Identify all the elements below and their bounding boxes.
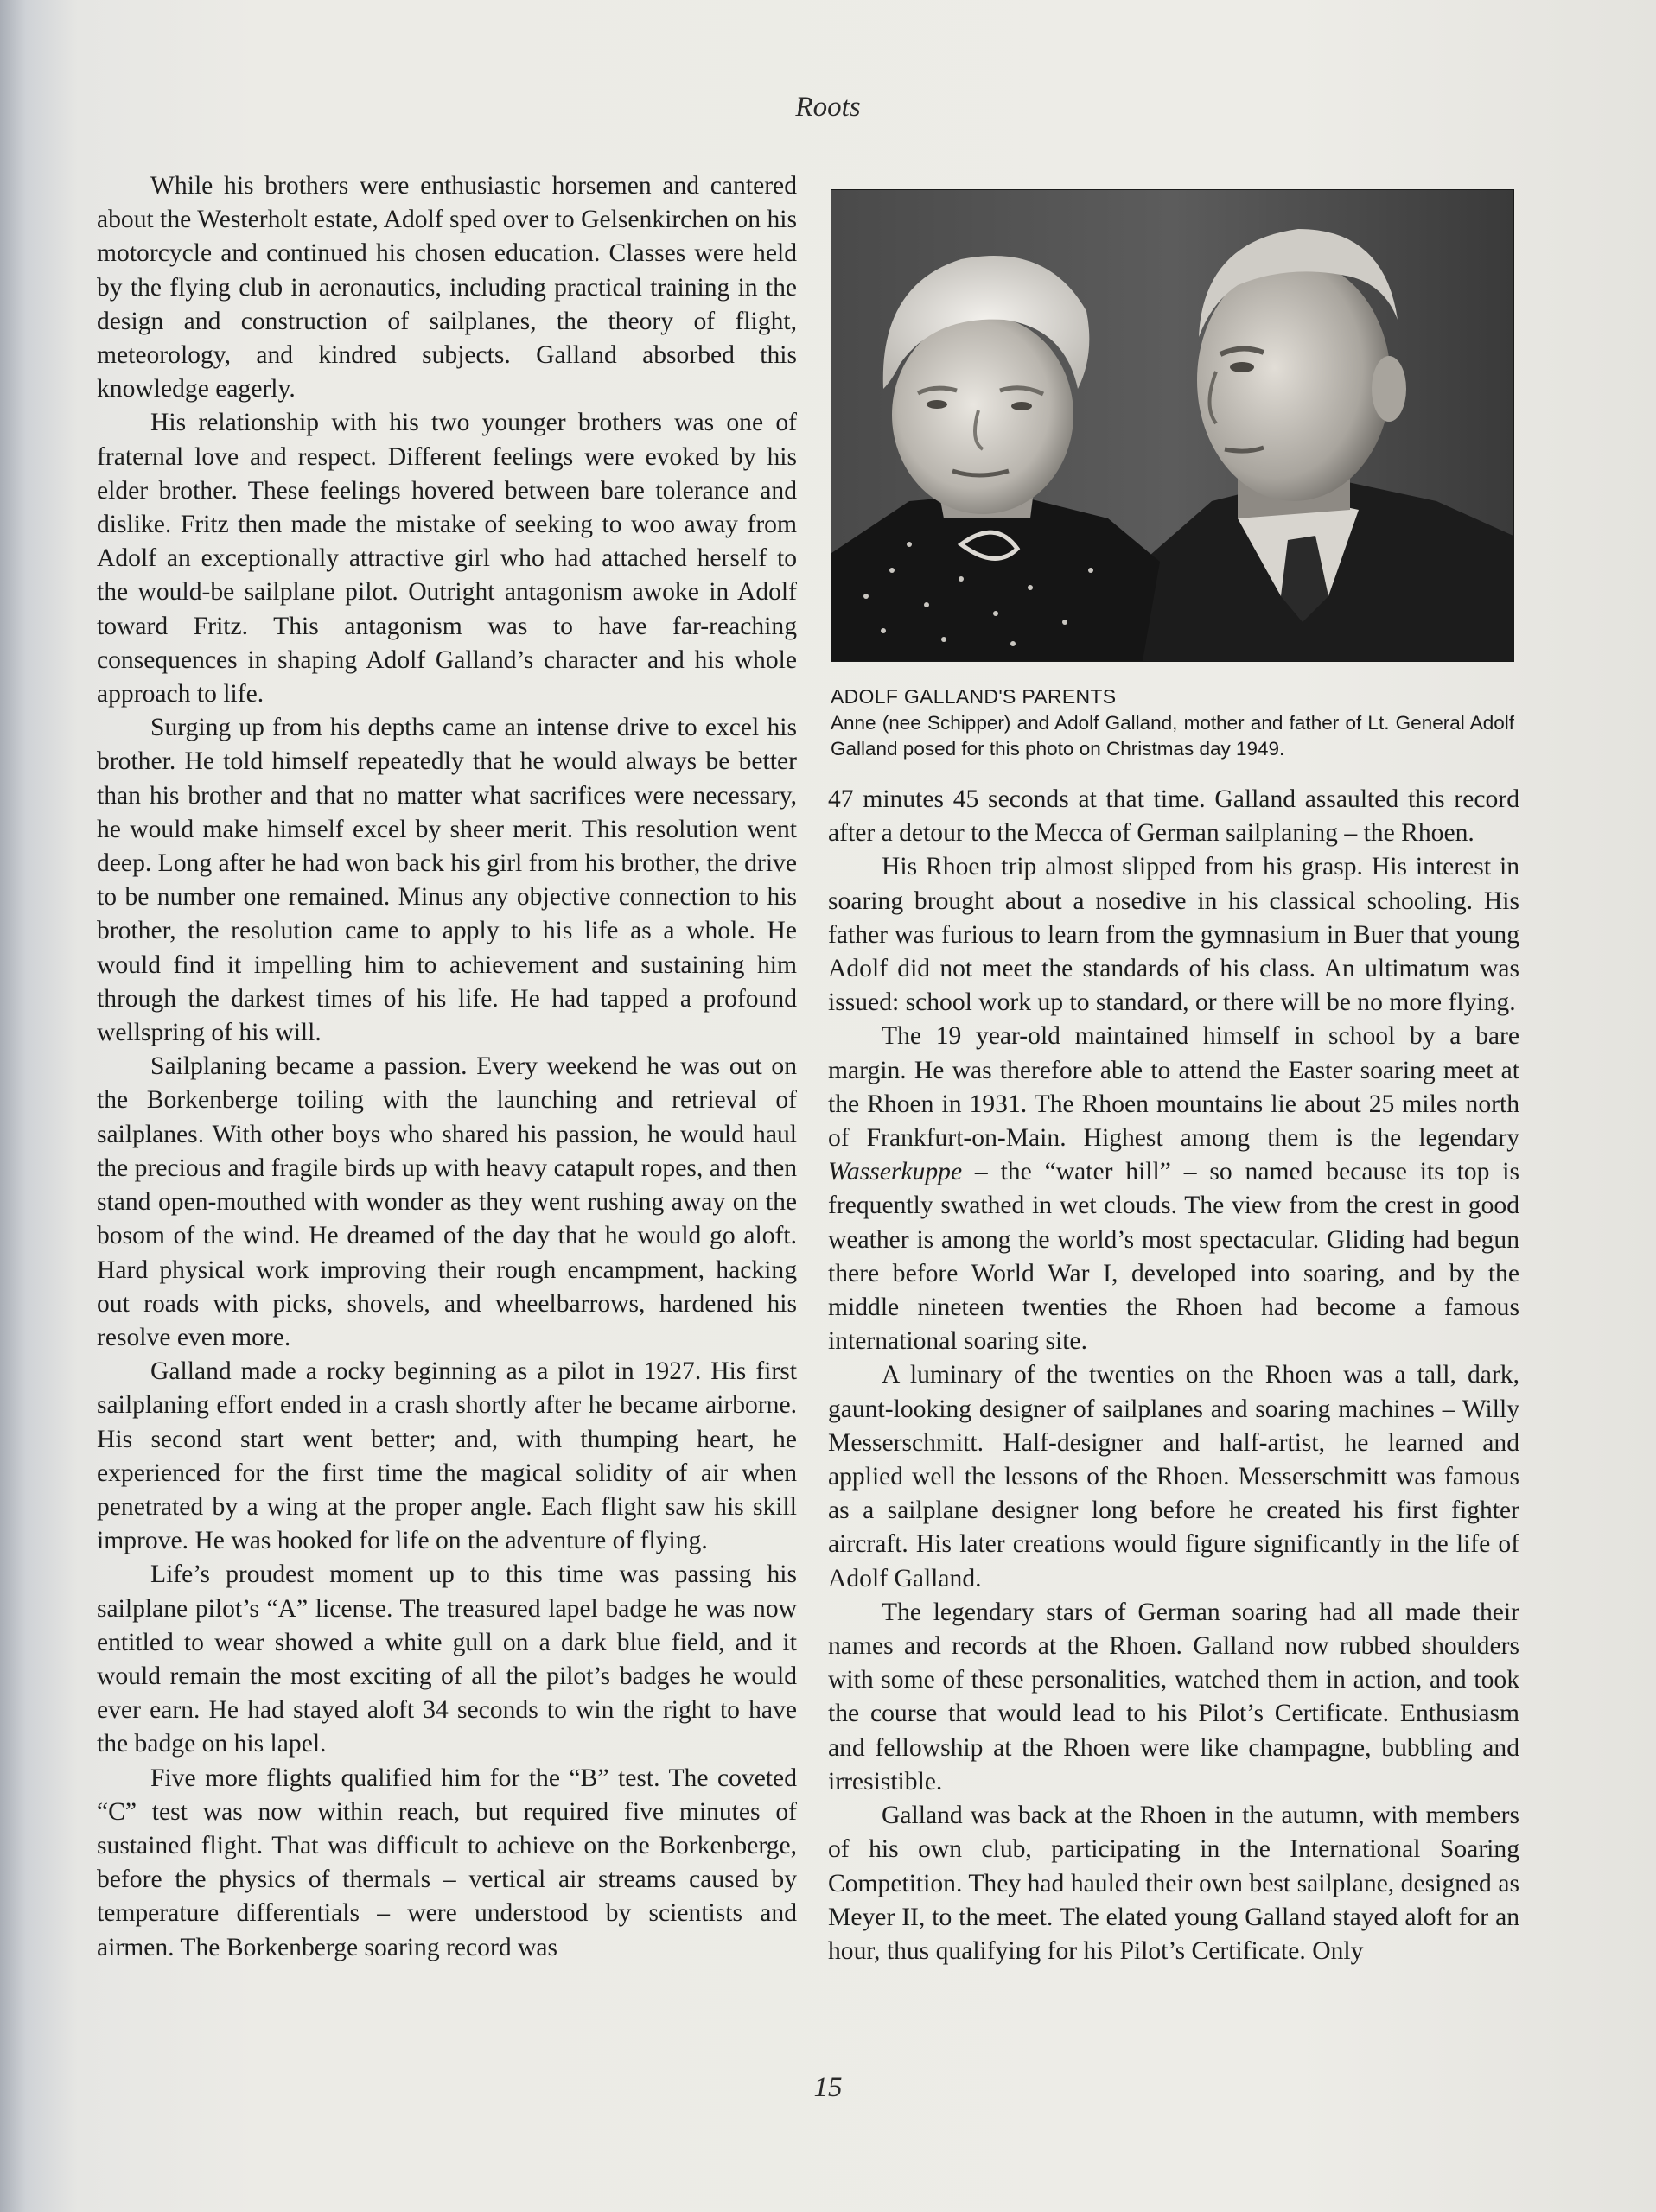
paragraph: 47 minutes 45 seconds at that time. Galland assaulted this record after a detour to the Mecca of German sailplaning – the Rhoen. — [828, 785, 1519, 848]
woman-eye-right — [1011, 402, 1032, 410]
paragraph: The legendary stars of German soaring had all made their names and records at the Rhoen. Galland now rubbed shoulders with some of these personalities, watched them in action, and took the course that would lead to his Pilot’s Certificate. Enthusiasm and fellowship at the Rhoen were like champagne, bubbling and irresistible. — [828, 1598, 1519, 1796]
man-eye — [1230, 362, 1254, 372]
paragraph: His relationship with his two younger brothers was one of fraternal love and respect. Different feelings were evoked by his elder brother. These feelings hovered between bare tolerance and dislike. Fritz then made the mistake of seeking to woo away from Adolf an exceptionally attractive girl who had attached herself to the would-be sailplane pilot. Outright antagonism awoke in Adolf toward Fritz. This antagonism was to have far-reaching consequences in shaping Adolf Galland’s character and his whole approach to life. — [97, 409, 797, 709]
man-ear — [1372, 356, 1406, 422]
paragraph: Life’s proudest moment up to this time was passing his sailplane pilot’s “A” license. The treasured lapel badge he was now entitled to wear showed a white gull on a dark blue field, and it would remain the most exciting of all the pilot’s badges he would ever earn. He had stayed aloft 34 seconds to win the right to have the badge on his lapel. — [97, 1560, 797, 1758]
left-column — [97, 169, 797, 1965]
man-face — [1197, 259, 1391, 501]
paragraph: Sailplaning became a passion. Every weekend he was out on the Borkenberge toiling with the launching and retrieval of sailplanes. With other boys who shared his passion, he would haul the precious and fragile birds up with heavy catapult ropes, and then stand open-mouthed with wonder as they went rushing away on the bosom of the wind. He dreamed of the day that he would go aloft. Hard physical work improving their rough encampment, hacking out roads with picks, shovels, and wheelbarrows, hardened his resolve even more. — [97, 1052, 797, 1351]
paragraph-text: – the “water hill” – so named because its top is frequently swathed in wet clouds. The view from the crest in good weather is among the world’s most spectacular. Gliding had begun there before World War I, developed into soaring, and by the middle nineteen twenties the Rhoen had become a famous international soaring site. — [828, 1158, 1519, 1356]
parents-photo-illustration — [831, 190, 1513, 661]
right-column — [828, 783, 1519, 1968]
paragraph: Galland was back at the Rhoen in the autumn, with members of his own club, participating in the International Soaring Competition. They had hauled their own best sailplane, designed as Meyer II, to the meet. The elated young Galland stayed aloft for an hour, thus qualifying for his Pilot’s Certificate. Only — [828, 1802, 1519, 1965]
paragraph: A luminary of the twenties on the Rhoen was a tall, dark, gaunt-looking designer of sailplanes and soaring machines – Willy Messerschmitt. Half-designer and half-artist, he learned and applied well the lessons of the Rhoen. Messerschmitt was famous as a sailplane designer long before he created his first fighter aircraft. His later creations would figure significantly in the life of Adolf Galland. — [828, 1361, 1519, 1592]
italic-term: Wasserkuppe — [828, 1158, 963, 1186]
woman-eye-left — [927, 400, 947, 409]
parents-photo — [831, 189, 1514, 662]
paragraph: Five more flights qualified him for the “B” test. The coveted “C” test was now within reach, but required five minutes of sustained flight. That was difficult to achieve on the Borkenberge, before the physics of thermals – vertical air streams caused by temperature differentials – were understood by scientists and airmen. The Borkenberge soaring record was — [97, 1764, 797, 1961]
photo-figure — [831, 189, 1514, 762]
page-number: 15 — [813, 2072, 843, 2103]
paragraph: Surging up from his depths came an intense drive to excel his brother. He told himself repeatedly that he would always be better than his brother and that no matter what sacrifices were necessary, he would make himself excel by sheer merit. This resolution went deep. Long after he had won back his girl from his brother, the drive to be number one remained. Minus any objective connection to his brother, the resolution came to apply to his life as a whole. He would find it impelling him to achievement and sustaining him through the darkest times of his life. He had tapped a profound wellspring of his will. — [97, 714, 797, 1047]
paragraph: His Rhoen trip almost slipped from his grasp. His interest in soaring brought about a nosedive in his classical schooling. His father was furious to learn from the gymnasium in Buer that young Adolf did not meet the standards of his class. An ultimatum was issued: school work up to standard, or there will be no more flying. — [828, 853, 1519, 1017]
photo-caption-title: ADOLF GALLAND'S PARENTS — [831, 685, 1117, 708]
running-header: Roots — [795, 92, 861, 123]
paragraph-text: The 19 year-old maintained himself in school by a bare margin. He was therefore able to attend the Easter soaring meet at the Rhoen in 1931. The Rhoen mountains lie about 25 miles north of Frankfurt-on-Main. Highest among them is the legendary — [828, 1022, 1519, 1153]
paragraph — [828, 1020, 1519, 1358]
woman-face — [892, 315, 1073, 514]
photo-caption-text: Anne (nee Schipper) and Adolf Galland, mother and father of Lt. General Adolf Galland posed for this photo on Christmas day 1949. — [831, 712, 1514, 760]
paragraph: While his brothers were enthusiastic horsemen and cantered about the Westerholt estate, Adolf sped over to Gelsenkirchen on his motorcycle and continued his chosen education. Classes were held by the flying club in aeronautics, including practical training in the design and construction of sailplanes, the theory of flight, meteorology, and kindred subjects. Galland absorbed this knowledge eagerly. — [97, 172, 797, 404]
paragraph: Galland made a rocky beginning as a pilot in 1927. His first sailplaning effort ended in a crash shortly after he became airborne. His second start went better; and, with thumping heart, he experienced for the first time the magical solidity of air when penetrated by a wing at the proper angle. Each flight saw his skill improve. He was hooked for life on the adventure of flying. — [97, 1357, 797, 1555]
